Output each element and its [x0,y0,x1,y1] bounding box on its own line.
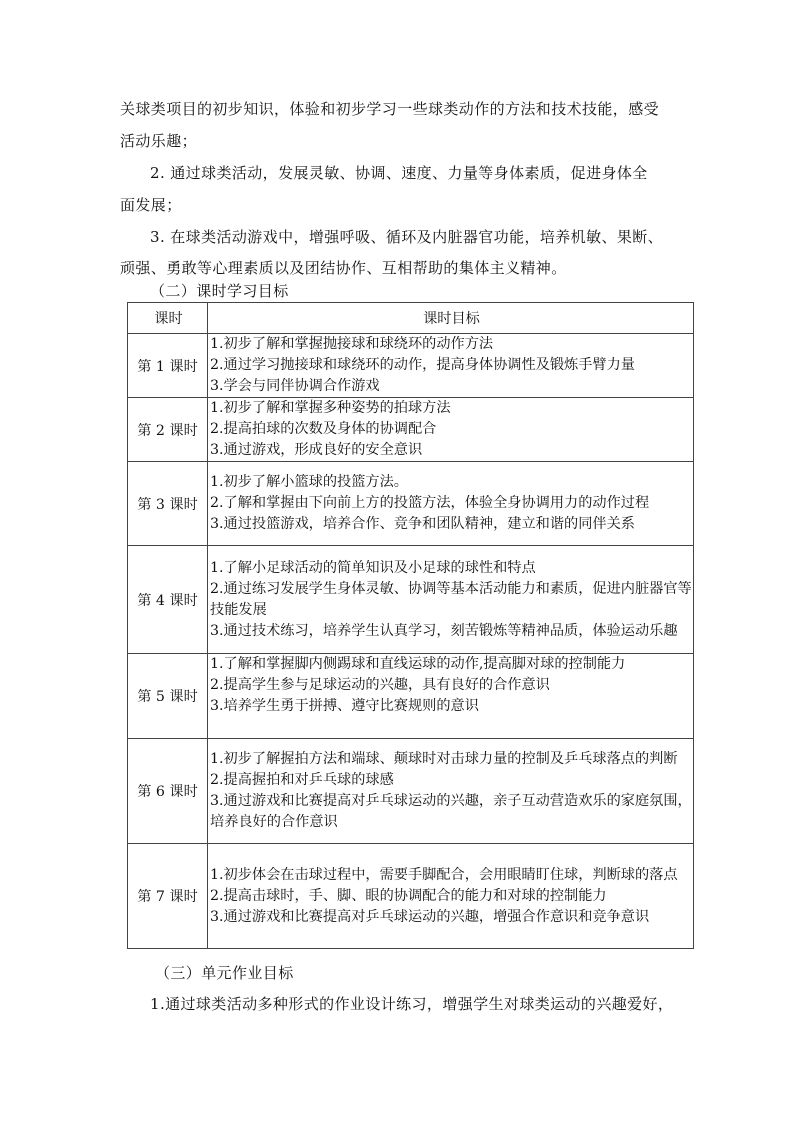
goal-item: 3.通过技术练习，培养学生认真学习，刻苦锻炼等精神品质，体验运动乐趣 [210,622,678,639]
lesson-cell: 第 2 课时 [128,398,208,462]
header-goal: 课时目标 [208,303,694,334]
table-header-row [128,303,694,334]
intro-line-2: 活动乐趣； [120,132,198,150]
table-row [128,739,694,844]
goal-item: 1.初步了解握拍方法和端球、颠球时对击球力量的控制及乒乓球落点的判断 [210,751,678,767]
lesson-cell: 第 4 课时 [128,546,208,654]
goal-item: 3.通过游戏和比赛提高对乒乓球运动的兴趣，亲子互动营造欢乐的家庭氛围，培养良好的合作意识 [210,793,692,830]
goals-cell [208,334,694,398]
lesson-cell: 第 1 课时 [128,334,208,398]
table-row [128,844,694,949]
lesson-goals-table [127,302,694,949]
homework-goal-1-line-1: 1.通过球类活动多种形式的作业设计练习，增强学生对球类运动的兴趣爱好， [150,995,674,1013]
goals-cell [208,546,694,654]
table-row [128,334,694,398]
goals-cell [208,654,694,739]
goal-item: 2.了解和掌握由下向前上方的投篮方法，体验全身协调用力的动作过程 [210,495,650,511]
table-row [128,462,694,546]
goal-item: 2.提高拍球的次数及身体的协调配合 [210,421,437,437]
goal-3-line-2: 顽强、勇敢等心理素质以及团结协作、互相帮助的集体主义精神。 [120,259,567,277]
goal-item: 1.了解和掌握脚内侧踢球和直线运球的动作,提高脚对球的控制能力 [210,656,626,672]
table-row [128,546,694,654]
goal-2-line-1: 2. 通过球类活动，发展灵敏、协调、速度、力量等身体素质，促进身体全 [150,164,648,182]
lesson-cell: 第 6 课时 [128,739,208,844]
goals-cell [208,739,694,844]
goals-cell [208,462,694,546]
goals-cell [208,844,694,949]
goal-item: 1.了解小足球活动的简单知识及小足球的球性和特点 [210,559,536,576]
goal-item: 3.通过投篮游戏，培养合作、竞争和团队精神，建立和谐的同伴关系 [210,516,635,532]
lesson-cell: 第 5 课时 [128,654,208,739]
goal-item: 3.培养学生勇于拼搏、遵守比赛规则的意识 [210,698,479,714]
lesson-cell: 第 3 课时 [128,462,208,546]
goal-item: 3.学会与同伴协调合作游戏 [210,378,380,394]
table-row [128,654,694,739]
lesson-cell: 第 7 课时 [128,844,208,949]
section-heading-lesson-goals: （二）课时学习目标 [150,282,289,300]
goal-item: 1.初步了解和掌握抛接球和球绕环的动作方法 [210,336,494,352]
goal-item: 2.通过学习抛接球和球绕环的动作，提高身体协调性及锻炼手臂力量 [210,357,635,373]
table-row [128,398,694,462]
goal-item: 1.初步了解和掌握多种姿势的拍球方法 [210,400,451,416]
section-heading-homework-goals: （三）单元作业目标 [155,964,294,982]
goal-3-line-1: 3. 在球类活动游戏中，增强呼吸、循环及内脏器官功能，培养机敏、果断、 [150,228,664,246]
goal-item: 2.提高握拍和对乒乓球的球感 [210,772,394,788]
goal-item: 3.通过游戏，形成良好的安全意识 [210,442,423,458]
header-lesson: 课时 [128,303,208,334]
goal-item: 1.初步体会在击球过程中，需要手脚配合，会用眼睛盯住球，判断球的落点 [210,866,678,883]
goal-item: 2.通过练习发展学生身体灵敏、协调等基本活动能力和素质，促进内脏器官等技能发展 [210,580,692,618]
goal-item: 2.提高学生参与足球运动的兴趣，具有良好的合作意识 [210,677,550,693]
goal-item: 3.通过游戏和比赛提高对乒乓球运动的兴趣，增强合作意识和竞争意识 [210,908,650,925]
goal-2-line-2: 面发展； [120,196,182,214]
goal-item: 1.初步了解小篮球的投篮方法。 [210,474,408,490]
goal-item: 2.提高击球时，手、脚、眼的协调配合的能力和对球的控制能力 [210,887,607,904]
goals-cell [208,398,694,462]
intro-line-1: 关球类项目的初步知识，体验和初步学习一些球类动作的方法和技术技能，感受 [120,100,660,118]
